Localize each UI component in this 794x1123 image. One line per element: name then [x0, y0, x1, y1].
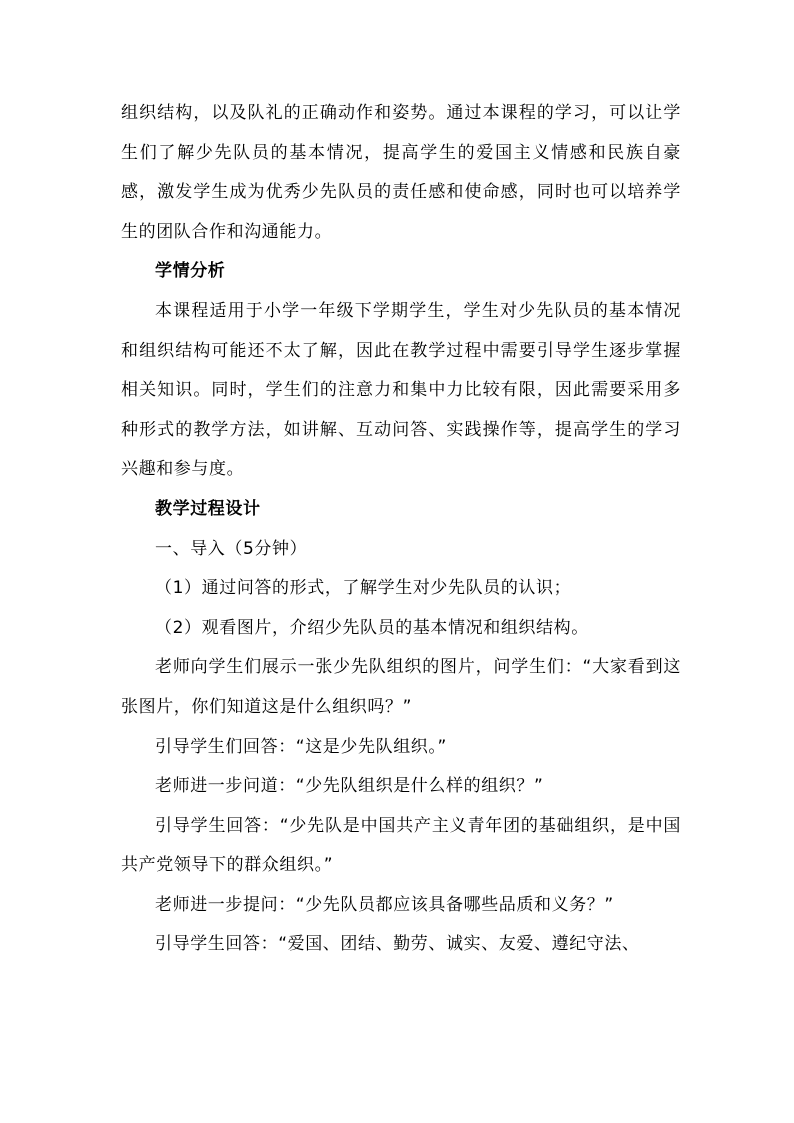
paragraph-student-answer-2: 引导学生回答：“少先队是中国共产主义青年团的基础组织，是中国共产党领导下的群众组织。”	[121, 815, 681, 876]
paragraph-learning-analysis: 本课程适用于小学一年级下学期学生，学生对少先队员的基本情况和组织结构可能还不太了解，因此在教学过程中需要引导学生逐步掌握相关知识。同时，学生们的注意力和集中力比较有限，因此需要采用多种形式的教学方法，如讲解、互动问答、实践操作等，提高学生的学习兴趣和参与度。	[121, 300, 681, 480]
paragraph-student-answer-1: 引导学生们回答：“这是少先队组织。”	[155, 736, 447, 757]
heading-teaching-process: 教学过程设计	[155, 498, 261, 519]
paragraph-course-goals: 组织结构，以及队礼的正确动作和姿势。通过本课程的学习，可以让学生们了解少先队员的基本情况，提高学生的爱国主义情感和民族自豪感，激发学生成为优秀少先队员的责任感和使命感，同时也可以培养学生的团队合作和沟通能力。	[121, 103, 681, 242]
paragraph-teacher-shows-picture: 老师向学生们展示一张少先队组织的图片，问学生们：“大家看到这张图片，你们知道这是什么组织吗？”	[121, 657, 681, 717]
paragraph-intro-step-1: （1）通过问答的形式，了解学生对少先队员的认识；	[155, 578, 572, 599]
paragraph-teacher-question-3: 老师进一步提问：“少先队员都应该具备哪些品质和义务？”	[155, 894, 614, 915]
paragraph-student-answer-3: 引导学生回答：“爱国、团结、勤劳、诚实、友爱、遵纪守法、	[155, 934, 640, 955]
heading-learning-analysis: 学情分析	[155, 261, 226, 282]
paragraph-intro-section: 一、导入（5分钟）	[155, 538, 308, 559]
paragraph-intro-step-2: （2）观看图片，介绍少先队员的基本情况和组织结构。	[155, 617, 589, 638]
document-body	[121, 94, 681, 965]
paragraph-teacher-question-2: 老师进一步问道：“少先队组织是什么样的组织？”	[155, 776, 544, 797]
